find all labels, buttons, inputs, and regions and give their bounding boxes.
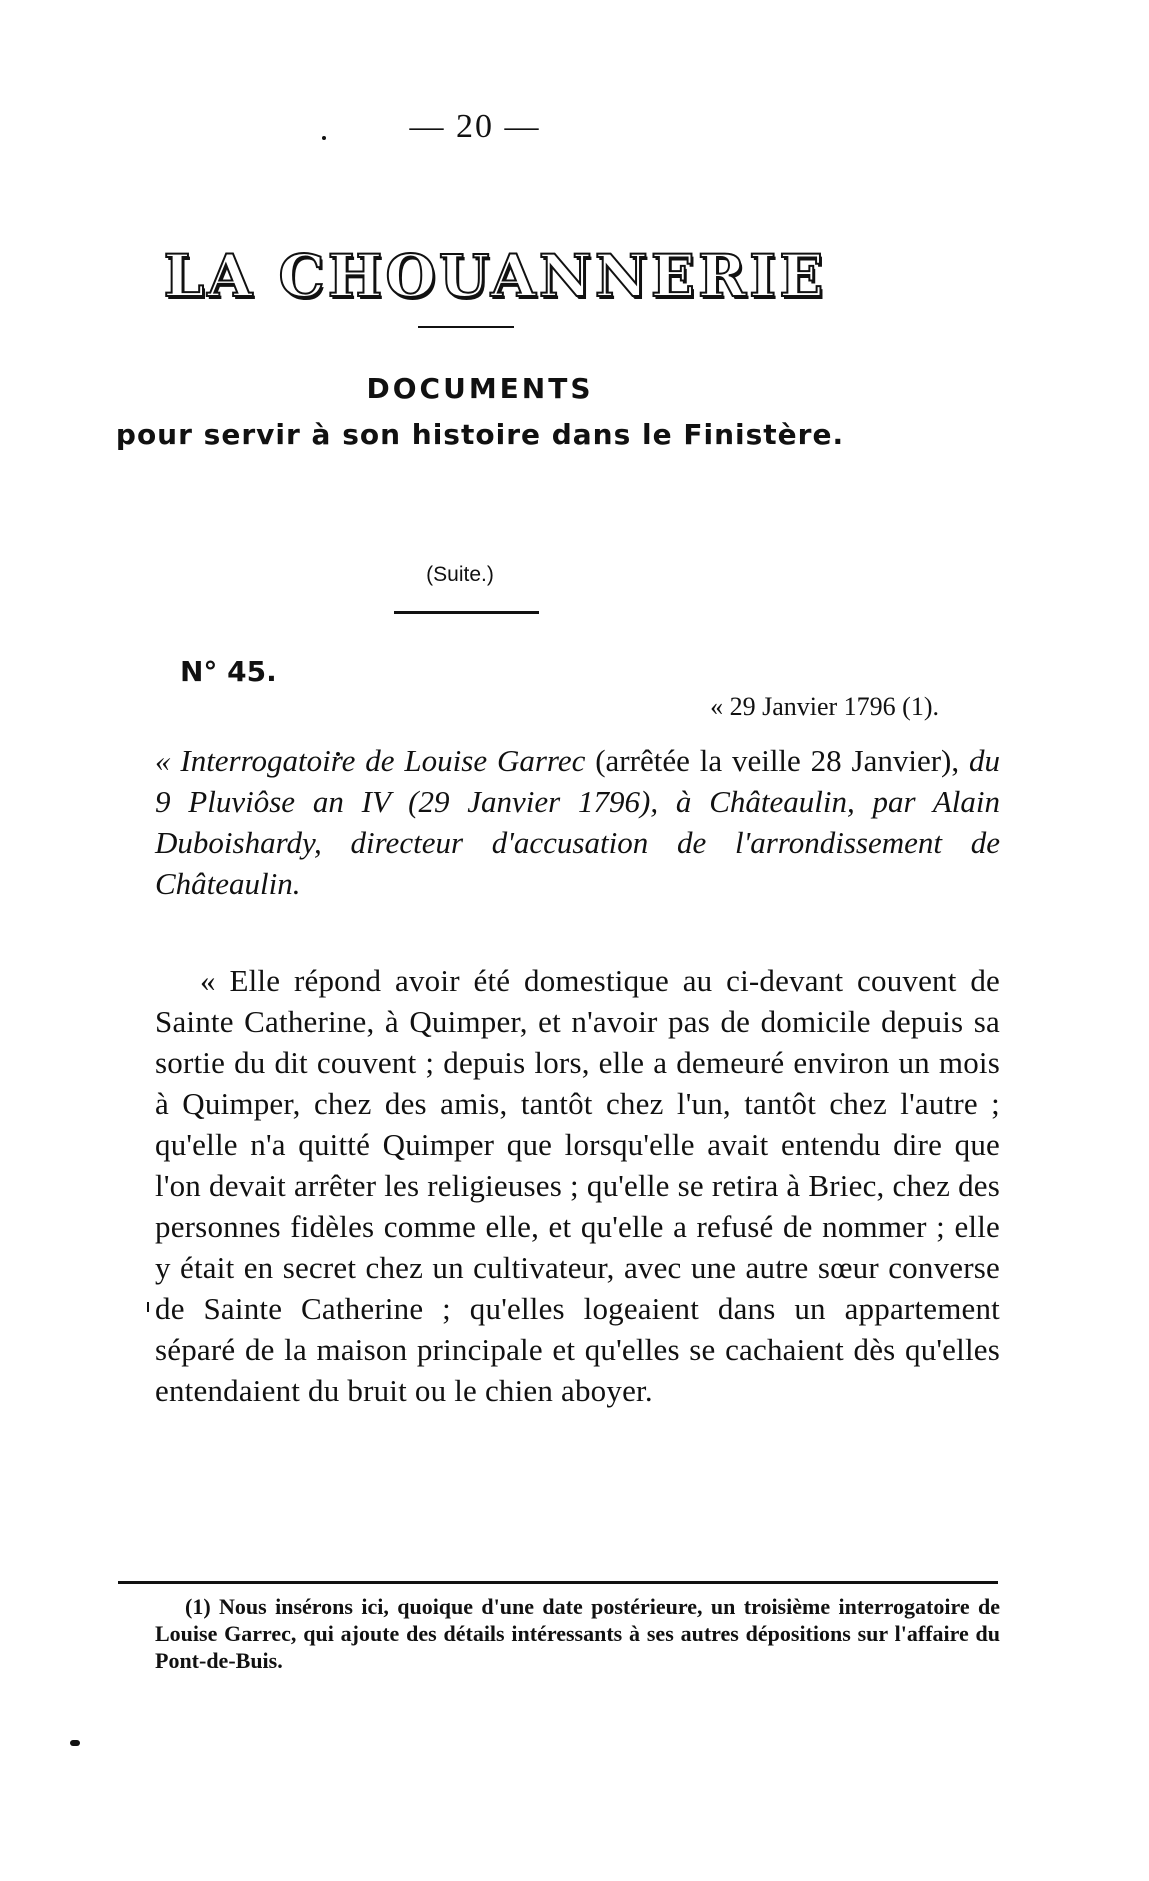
intro-rest: du 9 Pluviôse an IV (29 Janvier 1796), à Châteaulin, par Alain Duboishardy, directeur d'accusation de l'arrondissement de Châteaulin.: [155, 743, 1000, 901]
margin-tick: [147, 1302, 149, 1312]
subtitle: pour servir à son histoire dans le Finistère.: [115, 418, 845, 451]
subtitle-divider: [394, 611, 539, 614]
body-paragraph: « Elle répond avoir été domestique au ci-devant couvent de Sainte Catherine, à Quimper, et n'avoir pas de domicile depuis sa sortie du dit couvent ; depuis lors, elle a demeuré environ un mois à Quimper, chez des amis, tantôt chez l'un, tantôt chez l'autre ; qu'elle n'a quitté Quimper que lorsqu'elle avait entendu dire que l'on devait arrêter les religieuses ; qu'elle se retira à Briec, chez des personnes fidèles comme elle, et qu'elle a refusé de nommer ; elle y était en secret chez un cultivateur, avec une autre sœur converse de Sainte Catherine ; qu'elles logeaient dans un appartement séparé de la maison principale et qu'elles se cachaient dès qu'elles entendaient du bruit ou le chien aboyer.: [155, 963, 1000, 1408]
document-date: « 29 Janvier 1796 (1).: [710, 692, 939, 721]
footnote-marker: (1): [185, 1594, 211, 1619]
footnote-divider: [118, 1581, 998, 1584]
page-title: LA CHOUANNERIE: [163, 242, 827, 310]
page-number: — 20 —: [409, 108, 541, 145]
continuation-label: (Suite.): [426, 563, 494, 586]
document-intro: [155, 740, 1000, 904]
intro-parenthetical: (arrêtée la veille 28 Janvier),: [595, 743, 969, 778]
margin-blot: [70, 1740, 80, 1746]
section-title: DOCUMENTS: [366, 372, 594, 405]
document-number: N° 45.: [180, 655, 277, 688]
title-divider: [418, 326, 514, 328]
intro-open: « Interrogatoire de Louise Garrec: [155, 743, 596, 778]
footnote: [155, 1593, 1000, 1674]
footnote-text: Nous insérons ici, quoique d'une date postérieure, un troisième interrogatoire de Louise Garrec, qui ajoute des détails intéressants à ses autres dépositions sur l'affaire du Pont-de-Buis.: [155, 1594, 1000, 1673]
